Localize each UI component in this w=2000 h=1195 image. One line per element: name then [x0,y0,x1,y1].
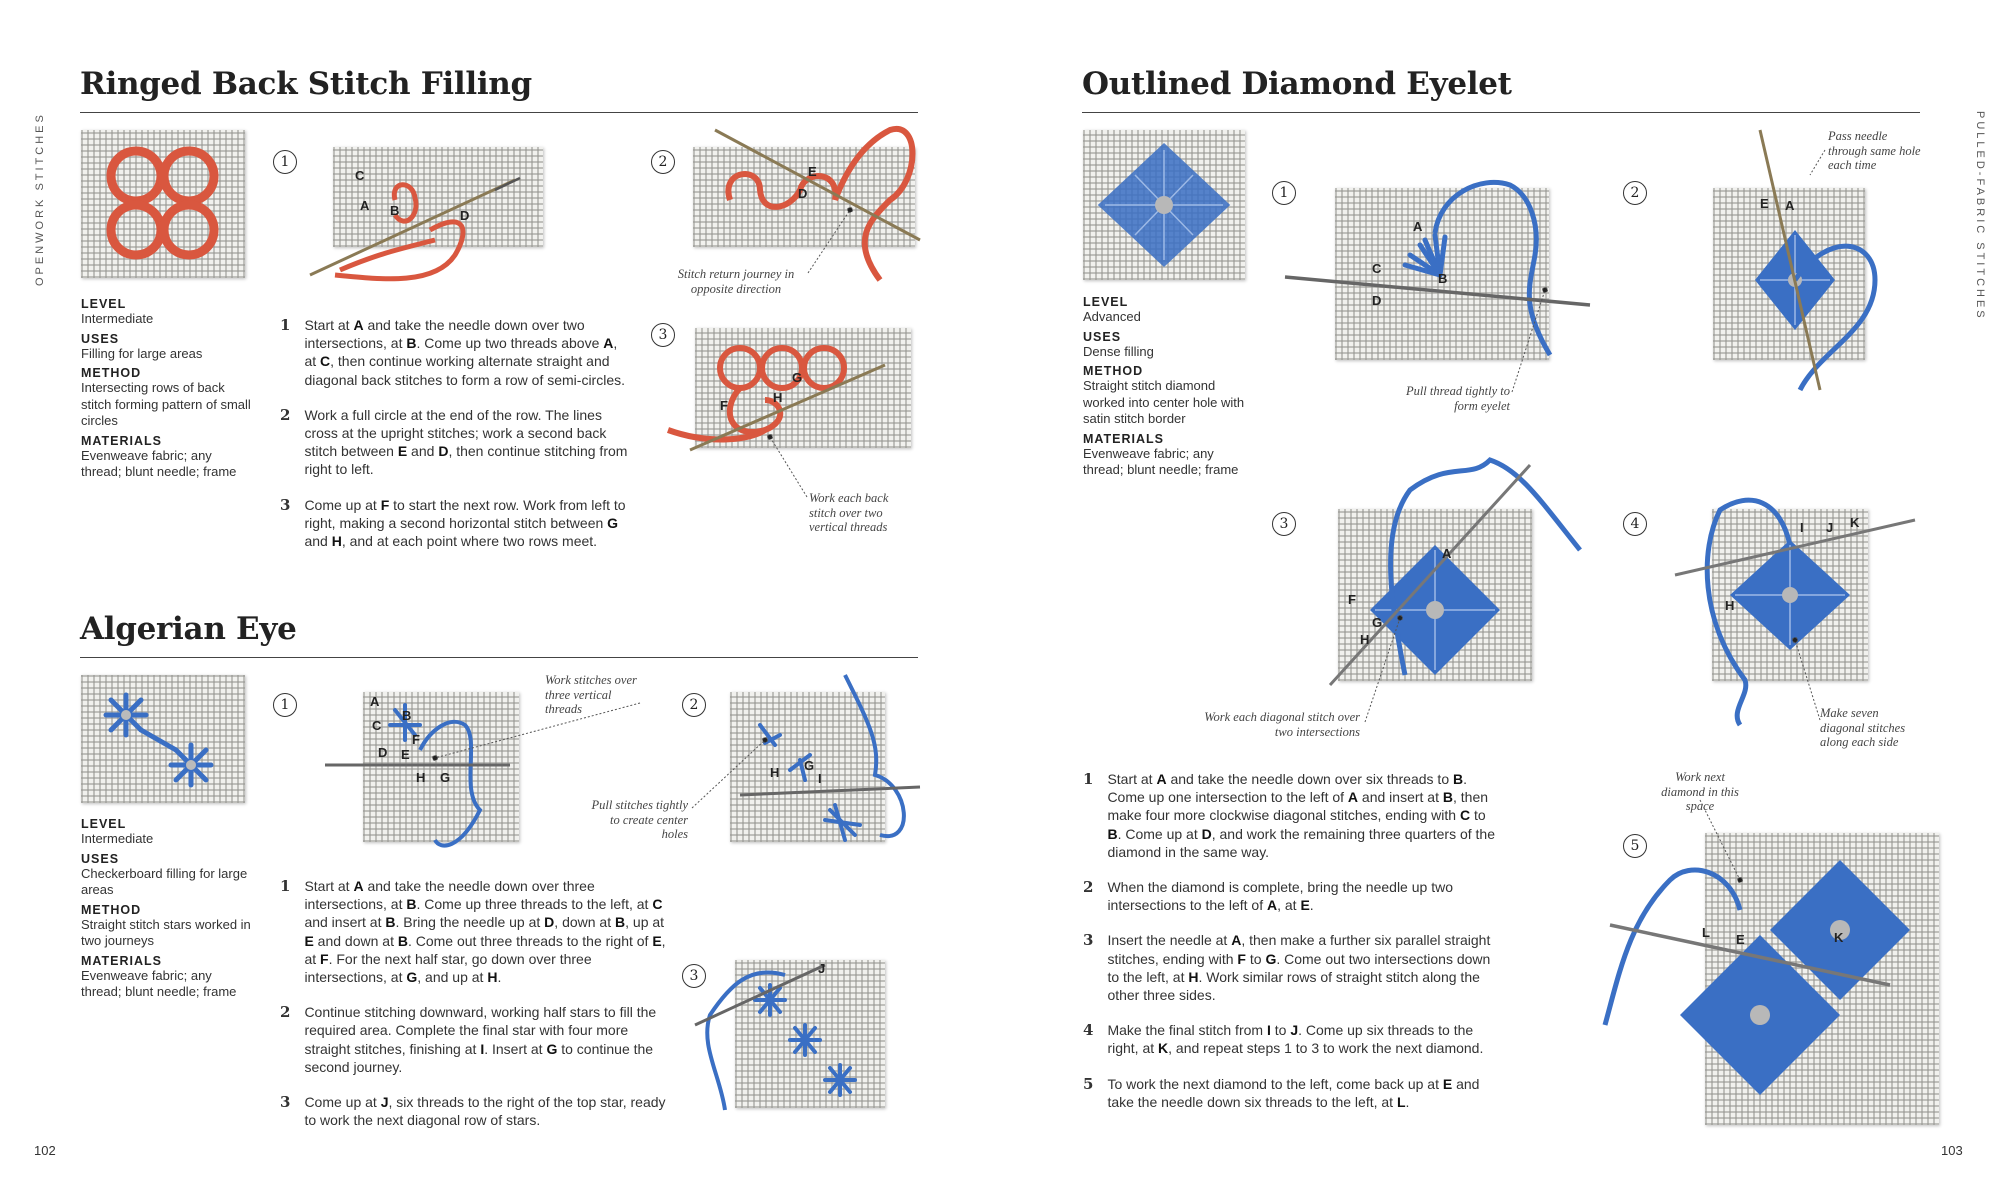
step-text: Start at A and take the needle down over three intersections, at B. Come up three threads to the left, at C and insert at B. Bring the needle up at D, down at B, up at E and down at B. Come out three threads to the right of E, at F. For the next half star, go down over three intersections, at G, and up at H. [304,878,666,986]
step-text: Come up at J, six threads to the right of the top star, ready to work the next diagonal row of stars. [304,1094,666,1129]
label-h: H [416,770,426,785]
step-text: When the diamond is complete, bring the needle up two intersections to the left of A, at E. [1107,879,1453,914]
method-value: Intersecting rows of back stitch forming pattern of small circles [81,380,251,428]
label-b: B [1438,271,1448,286]
diagram-number-diamond-2: 2 [1623,181,1647,205]
label-h: H [770,765,780,780]
uses-label: USES [81,851,120,866]
step-text: Continue stitching downward, working half stars to fill the required area. Complete the final star with four more straight stitches, finishing at I. Insert at G to continue the second journey. [304,1004,657,1075]
diagram-number-diamond-3: 3 [1272,512,1296,536]
label-d: D [460,208,470,223]
label-i: I [1800,520,1804,535]
diagram-number-diamond-1: 1 [1272,181,1296,205]
method-value: Straight stitch stars worked in two journeys [81,916,251,948]
diagram-number-algerian-2: 2 [682,693,706,717]
label-e: E [1736,932,1745,947]
step-number: 4 [1083,1021,1094,1040]
label-f: F [412,732,420,747]
step-text: Come up at F to start the next row. Work from left to right, making a second horizontal stitch between G and H, and at each point where two rows meet. [304,496,626,550]
step-number: 5 [1083,1074,1094,1093]
label-a: A [1442,546,1452,561]
label-b: B [390,203,400,218]
diagram-number-ringed-1: 1 [273,150,297,174]
diagram-number-algerian-1: 1 [273,693,297,717]
diagram-number-algerian-3: 3 [682,964,706,988]
level-value: Intermediate [81,831,154,846]
label-k: K [1834,930,1844,945]
label-a: A [1413,219,1423,234]
step-text: Insert the needle at A, then make a further six parallel straight stitches, ending with F to G. Come out two intersections down to the left, at H. Work similar rows of straight stitch along the other three sides. [1107,932,1491,1004]
uses-value: Dense filling [1083,343,1154,359]
section-title-algerian: Algerian Eye [80,611,297,647]
diagram-number-ringed-2: 2 [651,150,675,174]
uses-value: Filling for large areas [81,345,203,361]
section-title-ringed: Ringed Back Stitch Filling [80,66,532,102]
label-e: E [1760,196,1769,211]
step-number: 2 [280,405,291,424]
caption-diamond-5: Work next diamond in this space [1661,770,1739,813]
label-c: C [355,168,365,183]
materials-value: Evenweave fabric; any thread; blunt needle; frame [81,447,237,479]
label-k: K [1850,515,1860,530]
label-e: E [401,747,410,762]
label-a: A [360,198,370,213]
method-label: METHOD [81,366,142,380]
level-value: Advanced [1083,309,1141,324]
caption-diamond-1: Pull thread tightly to form eyelet [1405,384,1510,413]
level-label: LEVEL [1083,295,1129,309]
step-number: 2 [280,1003,291,1022]
label-b: B [402,708,412,723]
caption-diamond-4: Make seven diagonal stitches along each side [1820,706,1906,749]
uses-value: Checkerboard filling for large areas [81,865,248,897]
label-g: G [1372,615,1383,630]
step-number: 2 [1083,878,1094,897]
caption-algerian-2: Pull stitches tightly to create center holes [591,798,688,841]
method-value: Straight stitch diamond worked into center hole with satin stitch border [1083,378,1245,426]
label-c: C [1372,261,1382,276]
level-value: Intermediate [81,311,154,326]
label-f: F [720,398,728,413]
step-text: Start at A and take the needle down over two intersections, at B. Come up two threads above A, at C, then continue working alternate straight and diagonal back stitches to form a row of semi-circles. [304,317,626,388]
method-label: METHOD [1083,364,1144,378]
level-label: LEVEL [81,817,127,831]
label-d: D [1372,293,1382,308]
step-number: 1 [280,316,291,334]
label-g: G [792,370,803,385]
label-h: H [1725,598,1735,613]
section-title-diamond: Outlined Diamond Eyelet [1082,66,1512,102]
page-number-left: 102 [34,1143,56,1158]
step-text: Work a full circle at the end of the row. The lines cross at the upright stitches; work a second back stitch between E and D, then continue stitching from right to left. [304,406,628,478]
step-text: To work the next diamond to the left, come back up at E and take the needle down six threads to the left, at L. [1107,1075,1480,1110]
diagram-number-diamond-4: 4 [1623,512,1647,536]
method-label: METHOD [81,902,142,917]
label-j: J [1826,520,1834,535]
step-text: Start at A and take the needle down over six threads to B. Come up one intersection to the left of A and insert at B, then make four more clockwise diagonal stitches, ending with C to B. Come up at D, and work the remaining three quarters of the diamond in the same way. [1107,771,1496,860]
materials-value: Evenweave fabric; any thread; blunt needle; frame [1083,445,1239,477]
label-f: F [1348,592,1356,607]
uses-label: USES [81,331,120,346]
label-l: L [1702,925,1710,940]
label-d: D [378,745,388,760]
step-text: Make the final stitch from I to J. Come up six threads to the right, at K, and repeat steps 1 to 3 to work the next diamond. [1107,1022,1484,1057]
caption-algerian-1: Work stitches over three vertical threads [545,673,637,716]
caption-diamond-3: Work each diagonal stitch over two intersections [1204,710,1360,739]
label-a: A [1785,198,1795,213]
caption-diamond-2: Pass needle through same hole each time [1828,129,1921,172]
level-label: LEVEL [81,297,127,311]
uses-label: USES [1083,329,1122,344]
caption-ringed-3: Work each back stitch over two vertical threads [809,491,889,534]
label-h: H [773,390,783,405]
label-g: G [440,770,451,785]
side-label-right: PULLED-FABRIC STITCHES [1974,111,1986,321]
label-a: A [370,694,380,709]
diagram-number-ringed-3: 3 [651,323,675,347]
label-c: C [372,718,382,733]
materials-label: MATERIALS [1083,431,1164,446]
label-d: D [798,186,808,201]
step-number: 3 [280,1093,291,1112]
label-g: G [804,758,815,773]
materials-value: Evenweave fabric; any thread; blunt needle; frame [81,967,237,999]
page-number-right: 103 [1941,1143,1963,1158]
caption-ringed-2: Stitch return journey in opposite direction [677,267,795,296]
materials-label: MATERIALS [81,953,162,968]
materials-label: MATERIALS [81,433,162,448]
label-i: I [818,771,822,786]
label-e: E [808,164,817,179]
label-h: H [1360,632,1370,647]
step-number: 1 [1083,770,1094,788]
label-j: J [818,961,826,976]
diagram-number-diamond-5: 5 [1623,834,1647,858]
side-label-left: OPENWORK STITCHES [34,112,46,286]
step-number: 1 [280,877,291,895]
step-number: 3 [1083,931,1094,950]
step-number: 3 [280,495,291,514]
